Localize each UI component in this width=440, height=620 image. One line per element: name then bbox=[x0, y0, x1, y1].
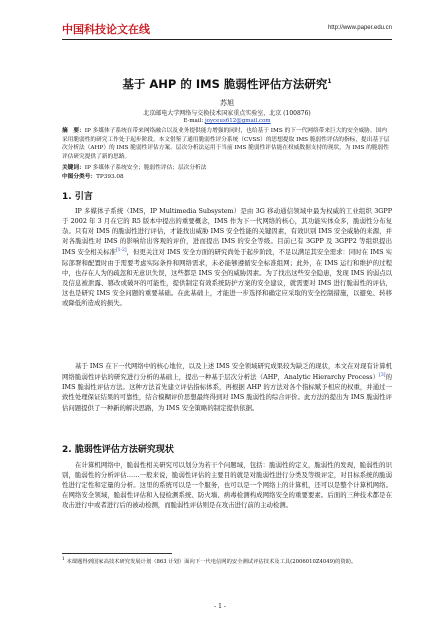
site-url[interactable]: http://www.paper.edu.cn bbox=[327, 25, 392, 31]
classification bbox=[62, 171, 392, 180]
classification-text: TP393.08 bbox=[96, 174, 124, 180]
masthead bbox=[62, 22, 392, 36]
footnote-mark: 1 bbox=[62, 557, 65, 562]
section-1-heading: 1. 引言 bbox=[62, 192, 93, 202]
email-line bbox=[62, 118, 392, 124]
classification-label: 中图分类号： bbox=[62, 174, 97, 180]
abstract-text: IP 多媒体子系统在带来网络融合以及业务提供能力增强的同时，也给基于 IMS 的下一代网络带来巨大的安全威胁。国内采用脆弱性的研究工作处于起步阶段。本文借鉴了通用脆弱性评分系统（CVSS）的思想提取 IMS 脆弱性评估的指标，提出基于层次分析法（AHP）的 IMS 脆弱性评估方案。层次分析法运用于当前 IMS 脆弱性评估能在权威数据支持的现状，为 IMS 的脆弱性评估研究提供了新的思路。 bbox=[62, 128, 390, 160]
footnote-rule bbox=[62, 553, 172, 554]
abstract bbox=[62, 127, 392, 161]
citation-link[interactable]: [3] bbox=[379, 373, 386, 379]
paragraph-text: 的 IMS 脆弱性评估方法。这种方法首先建立评估指标体系，再根据 AHP 的方法对各个指标赋予相应的权重，并通过一致性处理保证结果的可靠性，结合模糊评价思想最终得到对 IMS 脆弱性的综合评价。此方法的提出为 IMS 脆弱性评估问题提供了一种新的解决思路，为 IMS 安全策略的制定提供依据。 bbox=[62, 373, 393, 412]
page-number: - 1 - bbox=[214, 603, 226, 610]
section-1-paragraph-2 bbox=[62, 361, 392, 413]
keywords-label: 关键词： bbox=[62, 165, 85, 171]
section-1-paragraph-1 bbox=[62, 206, 392, 308]
header-rule bbox=[62, 39, 392, 40]
affiliation: 北京邮电大学网络与交换技术国家重点实验室，北京 (100876) bbox=[143, 110, 311, 117]
footnote bbox=[62, 556, 392, 566]
section-2-paragraph-1: 在计算机网络中，脆弱性相关研究可以划分为若干个问题域，包括：脆弱性的定义，脆弱性的发现，脆弱性的识别，脆弱性的分析评估……一般来说，脆弱性评估的主要目的就是对脆弱性进行分类及等级评定，对目标系统的脆弱性进行定性和定量的分析。这里的系统可以是一个服务，也可以是一个网络上的计算机，还可以是整个计算机网络。在网络安全领域，脆弱性评估和入侵检测系统、防火墙、病毒检测构成网络安全的重要要素。后面的三种技术都是在攻击进行中或者进行后的被动检测，而脆弱性评估则是在攻击进行前的主动检测。 bbox=[62, 461, 392, 510]
paper-title bbox=[62, 76, 392, 92]
abstract-label: 摘 要： bbox=[62, 128, 85, 134]
site-logo[interactable] bbox=[62, 22, 150, 36]
title-footnote-mark: 1 bbox=[327, 78, 332, 86]
author: 苏旭 bbox=[220, 99, 234, 107]
logo-text: 中国科技论文在线 bbox=[62, 23, 150, 36]
paragraph-text: IP 多媒体子系统（IMS，IP Multimedia Subsystem）是由 3G 移动通信领域中最为权威的工业组织 3GPP 于 2002 年 3 月在它的 R5 版本中提出的重要概念，IMS 作为下一代网络的核心，其功能实体众多，脆弱性分布复杂。只有对 IMS 的脆弱性进行评估，才能找出威胁 IMS 安全性能的关键因素，有效识别 IMS 安全威胁的来源，并对各脆弱性对 IMS 的影响给出客观的评价，进而提出 IMS 的安全等级。目前已有 3GPP 及 3GPP2 等组织提出 IMS 安全相关标准 bbox=[62, 207, 392, 257]
keywords bbox=[62, 162, 392, 171]
section-2-heading: 2. 脆弱性评估方法研究现状 bbox=[62, 445, 174, 455]
citation-link[interactable]: [1-2] bbox=[115, 248, 127, 254]
email-link[interactable]: joyceus612@gmail.com bbox=[204, 118, 271, 124]
keywords-text: IP 多媒体子系统安全；脆弱性评估；层次分析法 bbox=[84, 165, 207, 171]
paragraph-text: ，但更关注对 IMS 安全方面的研究尚处于起步阶段，不足以满足其安全需求：同时在 IMS 实际部署和配置时由于需要考虑实际条件和网络需求，未必能够遵循安全标准组网；此外，在 IMS 运行和维护的过程中，也存在人为的疏忽和无意识失误，这些都是 IMS 安全的威胁因素。为了找出这些安全隐患，发现 IMS 的弱点以及信息被泄露、篡改或破坏的可能性，提供制定有效系统防护方案的安全建议，就需要对 IMS 进行脆弱性的评估，这也是研究 IMS 安全问题的重要基础。在此基础上，才能进一步选择和确定应采取的安全控制措施，以避免、转移或降低所造成的损失。 bbox=[62, 248, 392, 307]
email-label: E-mail: bbox=[183, 118, 204, 124]
footnote-text: 本课题得到国家高技术研究发展计划（863 计划）面向下一代电信网的安全测试评估技术及工具(2006010Z4049)的资助。 bbox=[66, 558, 357, 565]
title-text: 基于 AHP 的 IMS 脆弱性评估方法研究 bbox=[122, 77, 328, 91]
paragraph-text: 基于 IMS 在下一代网络中的核心地位，以及上述 IMS 安全领域研究成果较为缺乏的现状，本文在对现有计算机网络脆弱性评估的研究进行分析的基础上，提出一种基于层次分析法（AHP，Analytic Hierarchy Process） bbox=[62, 362, 392, 382]
